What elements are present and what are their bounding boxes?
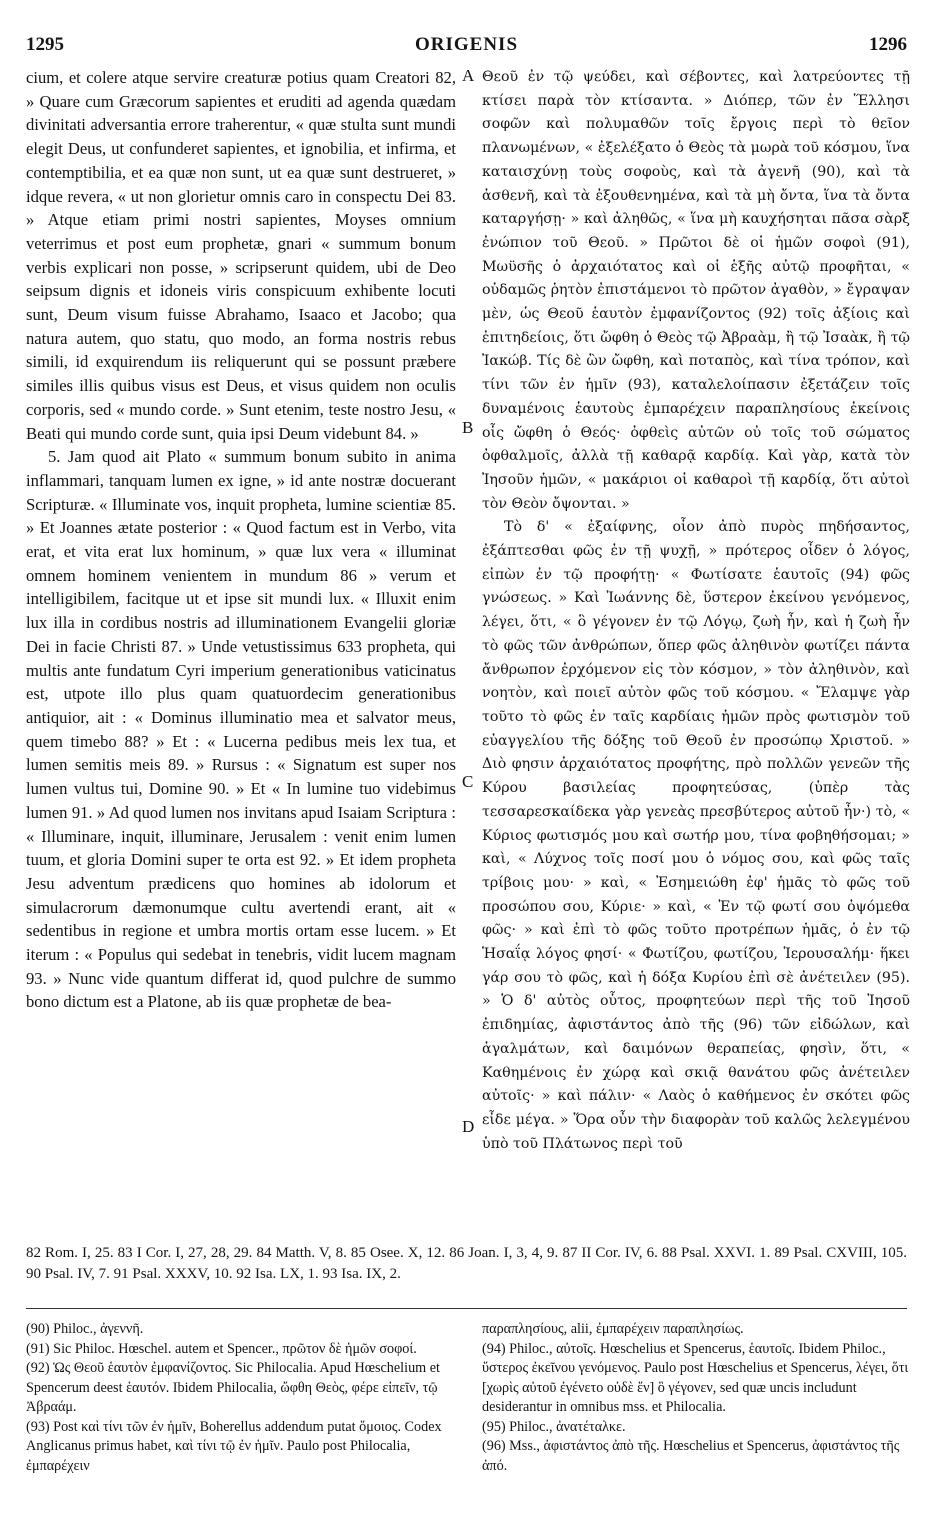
critical-note: (93) Post καὶ τίνι τῶν ἐν ἡμῖν, Boherellus addendum putat ὅμοιος. Codex Anglicanus primus habet, καὶ τίνι τῷ ἐν ἡμῖν. Paulo post Philocalia, ἐμπαρέχειν bbox=[26, 1418, 442, 1474]
margin-letter-b: B bbox=[462, 418, 474, 437]
greek-paragraph: Θεοῦ ἐν τῷ ψεύδει, καὶ σέβοντες, καὶ λατρεύοντες τῇ κτίσει παρὰ τὸν κτίσαντα. » Διόπερ, τῶν ἐν Ἕλλησι σοφῶν καὶ πολυμαθῶν τοῖς ἔργοις περὶ τὸ θεῖον πλανωμένων, « ἐξελέξατο ὁ Θεὸς τὰ μωρὰ τοῦ κόσμου, ἵνα καταισχύνῃ τοὺς σοφοὺς, καὶ τὰ ἀγενῆ (90), καὶ τὰ ἀσθενῆ, καὶ τὰ ἐξουθενημένα, καὶ τὰ μὴ ὄντα, ἵνα τὰ ὄντα καταργήσῃ· » καὶ ἀληθῶς, « ἵνα μὴ καυχήσηται πᾶσα σὰρξ ἐνώπιον τοῦ Θεοῦ. » Πρῶτοι δὲ οἱ ἡμῶν σοφοὶ (91), Μωϋσῆς ὁ ἀρχαιότατος καὶ οἱ ἑξῆς αὐτῷ προφῆται, « οὐδαμῶς ῥητὸν ἐπιστάμενοι τὸ πρῶτον ἀγαθὸν, » ἔγραψαν μὲν, ὡς Θεοῦ ἑαυτὸν ἐμφανίζοντος (92) τοῖς ἀξίοις καὶ ἐπιτηδείοις, ὅτι ὤφθη ὁ Θεὸς τῷ Ἀβραὰμ, ἢ τῷ Ἰσαὰκ, ἢ τῷ Ἰακώβ. Τίς δὲ ὢν ὤφθη, καὶ ποταπὸς, καὶ τίνα τρόπον, καὶ τίνι τῶν ἐν ἡμῖν (93), καταλελοίπασιν ἐξετάζειν τοῖς δυναμένοις ἑαυτοὺς ἐμπαρέχειν παραπλησίους ἐκείνοις οἷς ὤφθη ὁ Θεός· ὀφθεὶς αὐτῶν οὐ τοῖς τοῦ σώματος ὀφθαλμοῖς, ἀλλὰ τῇ καθαρᾷ καρδίᾳ. Καὶ γὰρ, κατὰ τὸν Ἰησοῦν ἡμῶν, « μακάριοι οἱ καθαροὶ τῇ καρδίᾳ, ὅτι αὐτοὶ τὸν Θεὸν ὄψονται. » bbox=[482, 69, 910, 512]
scripture-references: 82 Rom. I, 25. 83 I Cor. I, 27, 28, 29. 84 Matth. V, 8. 85 Osee. X, 12. 86 Joan. I, 3, 4, 9. 87 II Cor. IV, 6. 88 Psal. XXVI. 1. 89 Psal. CXVIII, 105. 90 Psal. IV, 7. 91 Psal. XXXV, 10. 92 Isa. LX, 1. 93 Isa. IX, 2. bbox=[26, 1245, 907, 1282]
left-page-number: 1295 bbox=[26, 34, 64, 55]
critical-note: (95) Philoc., ἀνατέταλκε. bbox=[482, 1418, 626, 1435]
latin-column bbox=[26, 66, 456, 1014]
right-page-number: 1296 bbox=[869, 34, 907, 55]
critical-note: (96) Mss., ἀφιστάντος ἀπὸ τῆς. Hœschelius et Spencerus, ἀφιστάντος τῆς ἀπό. bbox=[482, 1438, 900, 1474]
latin-paragraph: cium, et colere atque servire creaturæ potius quam Creatori 82, » Quare cum Græcorum sapientes et eruditi ad agenda quædam divinitati adversantia errore traherentur, « quæ stulta sunt mundi elegit Deus, ut confunderet sapientes, et ignobilia, et infirma, et contemptibilia, et ea quæ non sunt, ut ea quæ sunt destrueret, » idque revera, « ut non glorietur omnis caro in conspectu Dei 83. » Atque etiam primi nostri sapientes, Moyses omnium veterrimus et post eum prophetæ, gnari « summum bonum verbis explicari non posse, » scripserunt quidem, ubi de Deo seipsum dignis et idoneis viris conspicuum exhibente locuti sunt, Deum visum fuisse Abrahamo, Isaaco et Jacobo; qua natura autem, quo statu, quo modo, an forma nostris rebus simili, id exquirendum iis reliquerunt qui se possunt præbere similes illis quibus visus est Deus, et visus quidem non oculis corporis, sed « mundo corde. » Sunt etenim, teste nostro Jesu, « Beati qui mundo corde sunt, quia ipsi Deum videbunt 84. » bbox=[26, 68, 456, 443]
critical-note: (91) Sic Philoc. Hœschel. autem et Spencer., πρῶτον δὲ ἡμῶν σοφοί. bbox=[26, 1340, 417, 1357]
margin-letter-d: D bbox=[462, 1117, 475, 1136]
margin-letter-c: C bbox=[462, 772, 474, 791]
critical-note: (94) Philoc., αὐτοῖς. Hœschelius et Spencerus, ἑαυτοῖς. Ibidem Philoc., ὕστερος ἐκεῖνου γενόμενος. Paulo post Hœschelius et Spencerus, λέγει, ὅτι [χωρὶς αὐτοῦ ἐγένετο οὐδὲ ἕν] ὃ γέγονεν, sed quæ uncis includunt desiderantur in omnibus mss. et Philocalia. bbox=[482, 1340, 909, 1415]
critical-notes-left bbox=[26, 1320, 456, 1476]
latin-paragraph: 5. Jam quod ait Plato « summum bonum subito in anima inflammari, tanquam lumen ex igne, » id ante nostræ docuerant Scripturæ. « Illuminate vos, inquit propheta, lumine scientiæ 85. » Et Joannes ætate posterior : « Quod factum est in Verbo, vita erat, et vita erat lux hominum, » quæ lux vera « illuminat omnem hominem venientem in mundum 86 » verum et intelligibilem, facitque ut et ipse sit mundi lux. « Illuxit enim lux illa in cordibus nostris ad illuminationem Evangelii gloriæ Dei in facie Christi 87. » Unde vetustissimus 633 propheta, qui multis ante fundatum Cyri imperium generationibus vaticinatus est, utpote illo plus quam quatuordecim generationibus antiquior, ait : « Dominus illuminatio mea et salvator meus, quem timebo 88? » Et : « Lucerna pedibus meis lex tua, et lumen semitis meis 89. » Rursus : « Signatum est super nos lumen vultus tui, Domine 90. » Et « In lumine tuo videbimus lumen 91. » Ad quod lumen nos invitans apud Isaiam Scriptura : « Illuminare, inquit, illuminare, Jerusalem : venit enim lumen tuum, et gloria Domini super te orta est 92. » Et idem propheta Jesu adventum prædicens quo homines ab idolorum et simulacrorum dæmonumque cultu avertendi erant, ait « sedentibus in regione et umbra mortis ortam esse lucem. » Et iterum : « Populus qui sedebat in tenebris, vidit lucem magnam 93. » Nunc vide quantum differat id, quod pulchre de summo bono dictum est a Platone, ab iis quæ prophetæ de bea- bbox=[26, 447, 456, 1012]
running-title: ORIGENIS bbox=[414, 34, 519, 55]
critical-note: παραπλησίους, alii, ἐμπαρέχειν παραπλησίως. bbox=[482, 1321, 744, 1337]
greek-column bbox=[482, 66, 910, 1156]
greek-paragraph: Τὸ δ' « ἐξαίφνης, οἷον ἀπὸ πυρὸς πηδήσαντος, ἐξάπτεσθαι φῶς ἐν τῇ ψυχῇ, » πρότερος οἶδεν ὁ λόγος, εἰπὼν ἐν τῷ προφήτῃ· « Φωτίσατε ἑαυτοῖς (94) φῶς γνώσεως. » Καὶ Ἰωάννης δὲ, ὕστερον ἐκείνου γενόμενος, λέγει, ὅτι, « ὃ γέγονεν ἐν τῷ Λόγῳ, ζωὴ ἦν, καὶ ἡ ζωὴ ἦν τὸ φῶς τῶν ἀνθρώπων, ὅπερ φῶς ἀληθινὸν φωτίζει πάντα ἄνθρωπον ἐρχόμενον εἰς τὸν κόσμον, » τὸν ἀληθινὸν, καὶ νοητὸν, καὶ ποιεῖ αὐτὸν φῶς τοῦ κόσμου. « Ἔλαμψε γὰρ τοῦτο τὸ φῶς ἐν ταῖς καρδίαις ἡμῶν πρὸς φωτισμὸν τοῦ εὐαγγελίου τῆς δόξης τοῦ Θεοῦ ἐν προσώπῳ Χριστοῦ. » Διὸ φησιν ἀρχαιότατος προφήτης, πρὸ πολλῶν γενεῶν τῆς Κύρου βασιλείας προφητεύσας, (ὑπὲρ τὰς τεσσαρεσκαίδεκα γὰρ γενεὰς πρεσβύτερος αὐτοῦ ἦν·) τὸ, « Κύριος φωτισμός μου καὶ σωτήρ μου, τίνα φοβηθήσομαι; » καὶ, « Λύχνος τοῖς ποσί μου ὁ νόμος σου, καὶ φῶς ταῖς τρίβοις μου· » καὶ, « Ἐσημειώθη ἐφ' ἡμᾶς τὸ φῶς τοῦ προσώπου σου, Κύριε· » καὶ, « Ἐν τῷ φωτί σου ὀψόμεθα φῶς· » καὶ ἐπὶ τὸ φῶς τοῦτο προτρέπων ἡμᾶς, ὁ ἐν τῷ Ἡσαΐᾳ λόγος φησί· « Φωτίζου, φωτίζου, Ἱερουσαλήμ· ἥκει γάρ σου τὸ φῶς, καὶ ἡ δόξα Κυρίου ἐπὶ σὲ ἀνέτειλεν (95). » Ὁ δ' αὐτὸς οὗτος, προφητεύων περὶ τῆς τοῦ Ἰησοῦ ἐπιδημίας, ἀφιστάντος ἀπὸ τῆς (96) τῶν εἰδώλων, καὶ ἀγαλμάτων, καὶ δαιμόνων θεραπείας, φησὶν, ὅτι, « Καθημένοις ἐν χώρᾳ καὶ σκιᾷ θανάτου φῶς ἀνέτειλεν αὐτοῖς· » καὶ πάλιν· « Λαὸς ὁ καθήμενος ἐν σκότει φῶς εἶδε μέγα. » Ὅρα οὖν τὴν διαφορὰν τοῦ καλῶς λελεγμένου ὑπὸ τοῦ Πλάτωνος περὶ τοῦ bbox=[482, 519, 910, 1152]
page-header bbox=[26, 34, 907, 64]
critical-note: (90) Philoc., ἀγεννῆ. bbox=[26, 1321, 144, 1337]
critical-notes-right bbox=[482, 1320, 910, 1476]
critical-note: (92) Ὡς Θεοῦ ἑαυτὸν ἐμφανίζοντος. Sic Philocalia. Apud Hœschelium et Spencerum deest ἑαυτόν. Ibidem Philocalia, ὤφθη Θεὸς, φέρε εἰπεῖν, τῷ Ἀβραάμ. bbox=[26, 1360, 440, 1415]
notes-divider bbox=[26, 1308, 907, 1309]
margin-letter-a: A bbox=[462, 66, 475, 85]
